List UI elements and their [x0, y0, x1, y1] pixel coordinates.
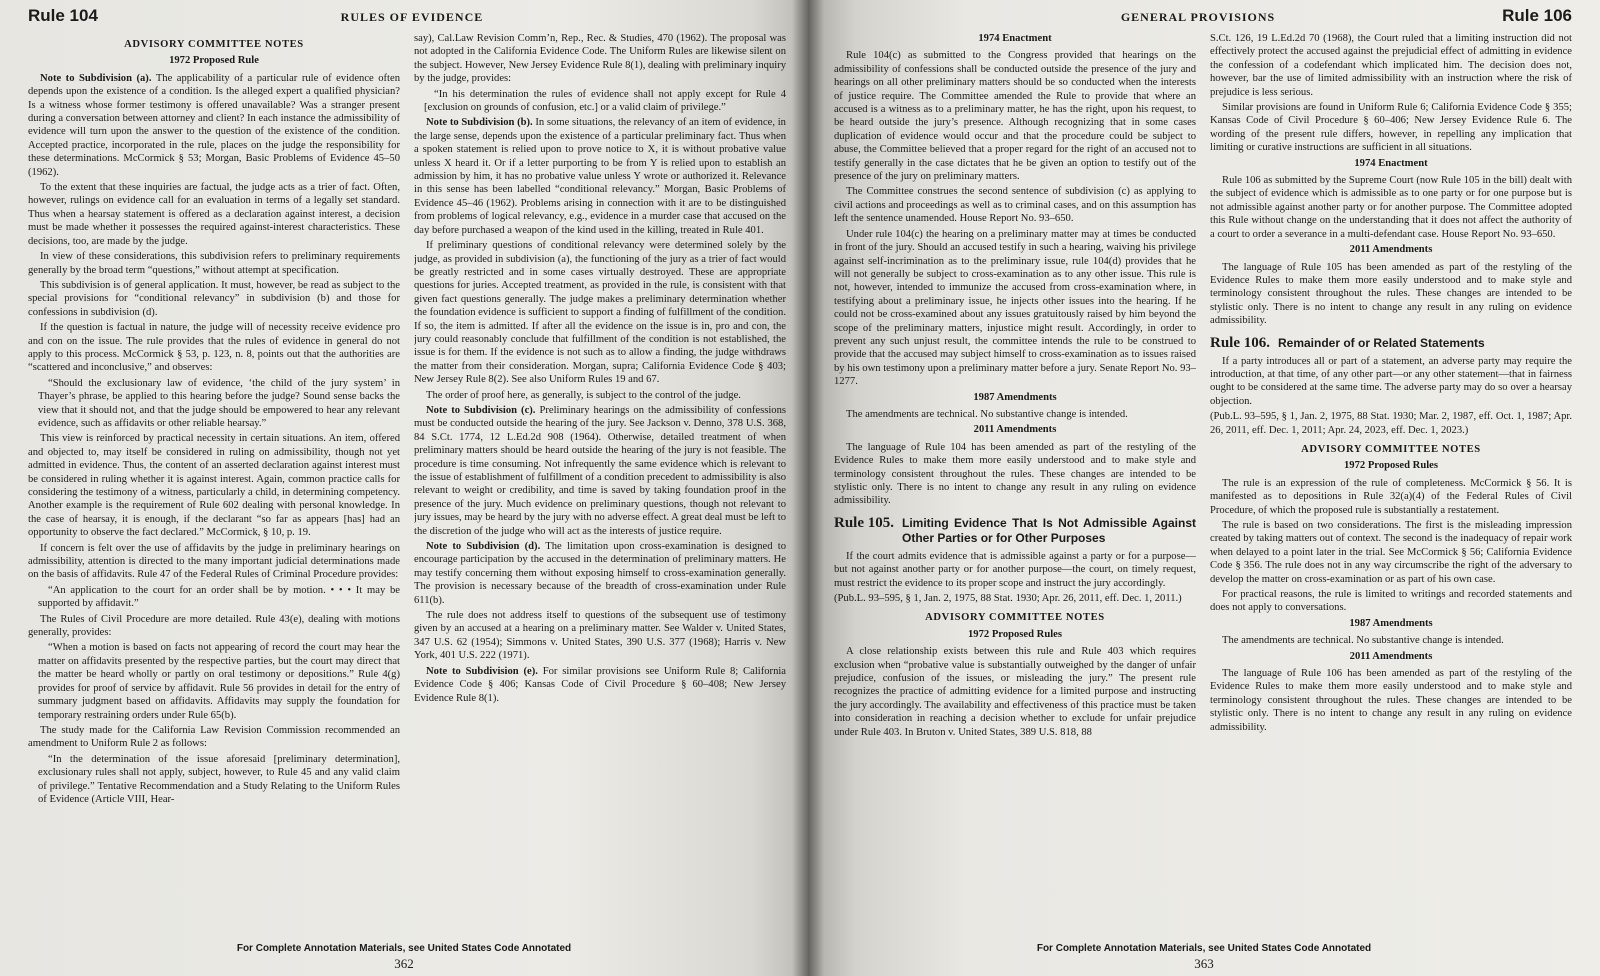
paragraph: The rule is an expression of the rule of completeness. McCormick § 56. It is manifested as to depositions in Rule 32(a)(4) of the Federal Rules of Civil Procedure, of which the proposed rule is substantially a restatement. [1210, 477, 1572, 516]
right-page [808, 0, 1600, 976]
paragraph: To the extent that these inquiries are factual, the judge acts as a trier of fact. Often, however, rulings on evidence call for an evaluation in terms of a legally set standard. Thus when a hearsay statement is offered as a declaration against interest, a decision must be made whether it possesses the required against-interest characteristics. These decisions, too, are made by the judge. [28, 182, 400, 247]
section-heading: 1987 Amendments [973, 391, 1057, 403]
paragraph: This subdivision is of general application. It must, however, be read as subject to the special provisions for “conditional relevancy” in subdivision (b) and those for confessions in subdivision (d). [28, 279, 400, 318]
block-quote: “In the determination of the issue aforesaid [preliminary determination], exclusionary rules shall not apply, subject, however, to Rule 45 and any valid claim of privilege.” Tentative Recommendation and a Study Relating to the Uniform Rules of Evidence (Article VIII, Hear- [38, 753, 400, 805]
running-head [28, 6, 786, 26]
paragraph-text: Preliminary hearings on the admissibility of confessions must be conducted outside the hearing of the jury. See Jackson v. Denno, 378 U.S. 368, 84 S.Ct. 1774, 12 L.Ed.2d 908 (1964). Otherwise, detailed treatment of when preliminary matters should be heard outside the hearing of the jury is not feasible. The procedure is time consuming. Not infrequently the same evidence which is relevant to the issue of establishment of fulfillment of a condition precedent to admissibility is also relevant to weight or credibility, and time is saved by taking foundation proof in the presence of the jury. Much evidence on preliminary questions, though not relevant to jury issues, may be heard by the jury with no adverse effect. A great deal must be left to the discretion of the judge who will act as the interests of justice require. [414, 404, 786, 537]
right-column-2 [1210, 32, 1572, 890]
section-heading: 2011 Amendments [1349, 244, 1433, 256]
paragraph [414, 540, 786, 607]
paragraph: The language of Rule 106 has been amended as part of the restyling of the Evidence Rules to make them more easily understood and to make style and terminology consistent throughout the rules. These changes are intended to be stylistic only. There is no intent to change any result in any ruling on evidence admissibility. [1210, 668, 1572, 733]
subdivision-label: Note to Subdivision (b). [426, 117, 533, 129]
paragraph: The language of Rule 105 has been amended as part of the restyling of the Evidence Rules to make them more easily understood and to make style and terminology consistent throughout the rules. These changes are intended to be stylistic only. There is no intent to change any result in any ruling on evidence admissibility. [1210, 261, 1572, 327]
running-head [834, 6, 1572, 26]
rule-text: If a party introduces all or part of a statement, an adverse party may require the introduction, at that time, of any other part—or any other statement—that in fairness ought to be considered at the same time. The adverse party may do so over a hearsay objection. [1210, 355, 1572, 407]
paragraph: S.Ct. 126, 19 L.Ed.2d 70 (1968), the Court ruled that a limiting instruction did not effectively protect the accused against the prejudicial effect of admitting in evidence the confession of a codefendant which implicated him. The decision does not, however, bar the use of limited admissibility with an instruction where the risk of prejudice is less serious. [1210, 33, 1572, 98]
paragraph-text: For similar provisions see Uniform Rule 8; California Evidence Code § 406; Kansas Code of Civil Procedure § 60–408; New Jersey Evidence Rule 8(1). [414, 665, 786, 704]
page-number: 363 [1194, 956, 1214, 971]
page-footer: For Complete Annotation Materials, see United States Code Annotated [1036, 943, 1372, 954]
paragraph: Rule 104(c) as submitted to the Congress provided that hearings on the admissibility of confessions shall be conducted outside the presence of the jury and hearings on all other preliminary matters should be so conducted when the interests of justice require. The Committee amended the Rule to provide that where an accused is a witness as to a preliminary matter, he has the right, upon his request, to be heard outside the jury’s presence. Although recognizing that in some cases duplication of evidence would occur and that the procedure could be subject to abuse, the Committee believed that a proper regard for the right of an accused not to testify generally in the case dictates that he be given an option to testify out of the presence of the jury on preliminary matters. [834, 50, 1196, 183]
section-heading: 1974 Enactment [1354, 157, 1428, 169]
paragraph: The rule is based on two considerations. The first is the misleading impression created by taking matters out of context. The second is the inadequacy of repair work when delayed to a point later in the trial. See McCormick § 56; California Evidence Code § 356. The rule does not in any way circumscribe the right of the adversary to develop the matter on cross-examination or as part of his own case. [1210, 520, 1572, 585]
paragraph-text: The applicability of a particular rule of evidence often depends upon the existence of a condition. Is the alleged expert a qualified physician? Is a witness whose former testimony is offered unavailable? Was a stranger present during a conversation between attorney and client? In each instance the admissibility of evidence will turn upon the answer to the question of the existence of the condition. Accepted practice, incorporated in the rule, places on the judge the responsibility for these determinations. McCormick § 53; Morgan, Basic Problems of Evidence 45–50 (1962). [28, 72, 400, 178]
paragraph: A close relationship exists between this rule and Rule 403 which requires exclusion when “probative value is substantially outweighed by the danger of unfair prejudice, confusion of the issues, or misleading the jury.” The present rule recognizes the practice of admitting evidence for a limited purpose and instructing the jury accordingly. The availability and effectiveness of this practice must be taken into consideration in reaching a decision whether to exclude for unfair prejudice under Rule 403. In Bruton v. United States, 389 U.S. 818, 88 [834, 646, 1196, 738]
rule-105-title [834, 516, 1196, 546]
page-footer: For Complete Annotation Materials, see United States Code Annotated [236, 943, 572, 954]
rule-number: Rule 105. [834, 514, 894, 531]
section-heading: ADVISORY COMMITTEE NOTES [1301, 443, 1481, 455]
paragraph: The rule does not address itself to questions of the subsequent use of testimony given by an accused at a hearing on a preliminary matter. See Walder v. United States, 347 U.S. 62 (1954); Simmons v. United States, 390 U.S. 377 (1968); Harris v. New York, 401 U.S. 222 (1971). [414, 610, 786, 662]
paragraph [414, 404, 786, 538]
section-subheading: 1972 Proposed Rules [1344, 460, 1438, 472]
section-heading: 1974 Enactment [978, 33, 1052, 44]
paragraph: Similar provisions are found in Uniform Rule 6; California Evidence Code § 355; Kansas Code of Civil Procedure § 60–406; New Jersey Evidence Rule 6. The wording of the present rule differs, however, in repelling any implication that limiting or curative instructions are sufficient in all situations. [1210, 102, 1572, 154]
subdivision-label: Note to Subdivision (e). [426, 665, 538, 677]
paragraph: The language of Rule 104 has been amended as part of the restyling of the Evidence Rules to make them more easily understood and to make style and terminology consistent throughout the rules. These changes are intended to be stylistic only. There is no intent to change any result in any ruling on evidence admissibility. [834, 441, 1196, 507]
paragraph: Rule 106 as submitted by the Supreme Court (now Rule 105 in the bill) dealt with the subject of evidence which is admissible as to one party or for one purpose but is not admissible against another party or for another purpose. The Committee adopted this Rule without change on the understanding that it does not affect the authority of a court to order a severance in a multi-defendant case. House Report No. 93–650. [1210, 175, 1572, 240]
rule-number-header: Rule 104 [28, 6, 98, 25]
section-heading: 2011 Amendments [1349, 650, 1433, 662]
paragraph: If preliminary questions of conditional relevancy were determined solely by the judge, as provided in subdivision (a), the functioning of the jury as a trier of fact would be greatly restricted and in some cases virtually destroyed. These are appropriate questions for juries. Accepted treatment, as provided in the rule, is consistent with that given fact questions generally. The judge makes a preliminary determination whether the foundation evidence is sufficient to support a finding of fulfillment of the condition. If so, the item is admitted. If after all the evidence on the issue is in, pro and con, the jury could reasonably conclude that fulfillment of the condition is not established, the issue is for them. If the evidence is not such as to allow a finding, the judge withdraws the matter from their consideration. Morgan, supra; California Evidence Code § 403; New Jersey Rule 8(2). See also Uniform Rules 19 and 67. [414, 240, 786, 386]
paragraph: The order of proof here, as generally, is subject to the control of the judge. [426, 389, 741, 401]
section-subheading: 1972 Proposed Rule [169, 55, 259, 67]
paragraph: The amendments are technical. No substantive change is intended. [846, 408, 1128, 420]
block-quote: “An application to the court for an order shall be by motion. • • • It may be supported by affidavit.” [38, 584, 400, 610]
section-heading: 1987 Amendments [1349, 617, 1433, 629]
running-title: GENERAL PROVISIONS [1120, 10, 1276, 24]
block-quote: “Should the exclusionary law of evidence, ‘the child of the jury system’ in Thayer’s phrase, be applied to this hearing before the judge? Sound sense backs the view that it should not, and that the judge should be empowered to hear any relevant evidence, such as affidavits or other reliable hearsay.” [38, 377, 400, 429]
paragraph [414, 665, 786, 705]
rule-number: Rule 106. [1210, 334, 1270, 351]
block-quote: “In his determination the rules of evidence shall not apply except for Rule 4 [exclusion on grounds of confusion, etc.] or a valid claim of privilege.” [424, 88, 786, 114]
rule-history: (Pub.L. 93–595, § 1, Jan. 2, 1975, 88 Stat. 1930; Apr. 26, 2011, eff. Dec. 1, 2011.) [834, 593, 1182, 605]
paragraph-text: In some situations, the relevancy of an item of evidence, in the large sense, depends upon the existence of a particular preliminary fact. Thus when a spoken statement is relied upon to prove notice to X, it is without probative value unless X heard it. Or if a letter purporting to be from Y is relied upon to establish an admission by him, it has no probative value unless Y wrote or authorized it. Relevance in this sense has been labelled “conditional relevancy.” Morgan, Basic Problems of Evidence 45–46 (1962). Problems arising in connection with it are to be distinguished from problems of logical relevancy, e.g., evidence in a murder case that accused on the day before purchased a weapon of the kind used in the killing, treated in Rule 401. [414, 117, 786, 236]
running-title: RULES OF EVIDENCE [340, 10, 484, 24]
paragraph: If the question is factual in nature, the judge will of necessity receive evidence pro and con on the issue. The rule provides that the rules of evidence in general do not apply to this process. McCormick § 53, p. 123, n. 8, points out that the authorities are “scattered and inconclusive,” and observes: [28, 322, 400, 374]
paragraph: say), Cal.Law Revision Comm’n, Rep., Rec. & Studies, 470 (1962). The proposal was not adopted in the California Evidence Code. The Uniform Rules are likewise silent on the subject. However, New Jersey Evidence Rule 8(1), dealing with preliminary inquiry by the judge, provides: [414, 33, 786, 85]
block-quote: “When a motion is based on facts not appearing of record the court may hear the matter on affidavits presented by the respective parties, but the court may direct that the matter be heard wholly or partly on oral testimony or depositions.” Rule 4(g) provides for proof of service by affidavit. Rule 56 provides in detail for the entry of summary judgment based on affidavits. Affidavits may supply the foundation for temporary restraining orders under Rule 65(b). [38, 642, 400, 721]
right-column-1 [834, 32, 1196, 890]
paragraph: In view of these considerations, this subdivision refers to preliminary requirements generally by the broad term “questions,” without attempt at specification. [28, 251, 400, 276]
section-heading: 2011 Amendments [973, 424, 1057, 436]
paragraph: Under rule 104(c) the hearing on a preliminary matter may at times be conducted in front of the jury. Should an accused testify in such a hearing, waiving his privilege against self-incrimination as to the preliminary issue, rule 104(d) provides that he will not generally be subject to cross-examination as to any other issue. This rule is not, however, intended to immunize the accused from cross-examination where, in testifying about a preliminary issue, he injects other issues into the hearing. If he could not be cross-examined about any issues gratuitously raised by him beyond the scope of the preliminary matters, injustice might result. Accordingly, in order to prevent any such unjust result, the committee intends the rule to be construed to provide that the accused may subject himself to cross-examination as to issues raised by his own testimony upon a preliminary matter before a jury. Senate Report No. 93–1277. [834, 228, 1196, 388]
paragraph: The Committee construes the second sentence of subdivision (c) as applying to civil actions and proceedings as well as to criminal cases, and on this assumption has left the sentence unamended. House Report No. 93–650. [834, 186, 1196, 225]
paragraph: The amendments are technical. No substantive change is intended. [1222, 635, 1504, 647]
section-heading: ADVISORY COMMITTEE NOTES [124, 39, 304, 50]
left-column-1 [28, 32, 400, 890]
section-heading: ADVISORY COMMITTEE NOTES [925, 612, 1105, 624]
rule-106-title [1210, 336, 1572, 351]
section-subheading: 1972 Proposed Rules [968, 628, 1062, 640]
page-number: 362 [394, 956, 414, 971]
book-gutter [792, 0, 824, 976]
paragraph: If concern is felt over the use of affidavits by the judge in preliminary hearings on admissibility, attention is directed to the many important judicial determinations made on the basis of affidavits. Rule 47 of the Federal Rules of Criminal Procedure provides: [28, 542, 400, 581]
rule-name: Remainder of or Related Statements [1278, 335, 1485, 350]
rule-number-header: Rule 106 [1502, 6, 1572, 25]
rule-text: If the court admits evidence that is admissible against a party or for a purpose—but not against another party or for another purpose—the court, on timely request, must restrict the evidence to its proper scope and instruct the jury accordingly. [834, 550, 1196, 589]
subdivision-label: Note to Subdivision (c). [426, 404, 536, 416]
rule-history: (Pub.L. 93–595, § 1, Jan. 2, 1975, 88 Stat. 1930; Mar. 2, 1987, eff. Oct. 1, 1987; Apr. 26, 2011, eff. Dec. 1, 2011; Apr. 24, 2023, eff. Dec. 1, 2023.) [1210, 411, 1572, 436]
paragraph: The study made for the California Law Revision Commission recommended an amendment to Uniform Rule 2 as follows: [28, 724, 400, 750]
left-column-2 [414, 32, 786, 890]
paragraph [414, 116, 786, 237]
subdivision-label: Note to Subdivision (a). [40, 72, 152, 84]
paragraph: For practical reasons, the rule is limited to writings and recorded statements and does not apply to conversations. [1210, 589, 1572, 614]
rule-name: Limiting Evidence That Is Not Admissible Against Other Parties or for Other Purposes [902, 515, 1196, 545]
paragraph: The Rules of Civil Procedure are more detailed. Rule 43(e), dealing with motions generally, provides: [28, 613, 400, 639]
paragraph [28, 72, 400, 179]
paragraph-text: The limitation upon cross-examination is designed to encourage participation by the accused in the determination of preliminary matters. He may testify concerning them without exposing himself to cross-examination generally. The provision is necessary because of the breadth of cross-examination under Rule 611(b). [414, 541, 786, 606]
paragraph: This view is reinforced by practical necessity in certain situations. An item, offered and objected to, may itself be considered in ruling on admissibility, though not yet admitted in evidence. Thus, the content of an asserted declaration against interest must be considered in ruling whether it is against interest. Again, common practice calls for considering the testimony of a witness, particularly a child, in determining competency. Another example is the requirement of Rule 602 dealing with personal knowledge. In the case of hearsay, it is enough, if the declarant “so far as appears [has] had an opportunity to observe the fact declared.” McCormick, § 10, p. 19. [28, 433, 400, 539]
subdivision-label: Note to Subdivision (d). [426, 541, 541, 553]
